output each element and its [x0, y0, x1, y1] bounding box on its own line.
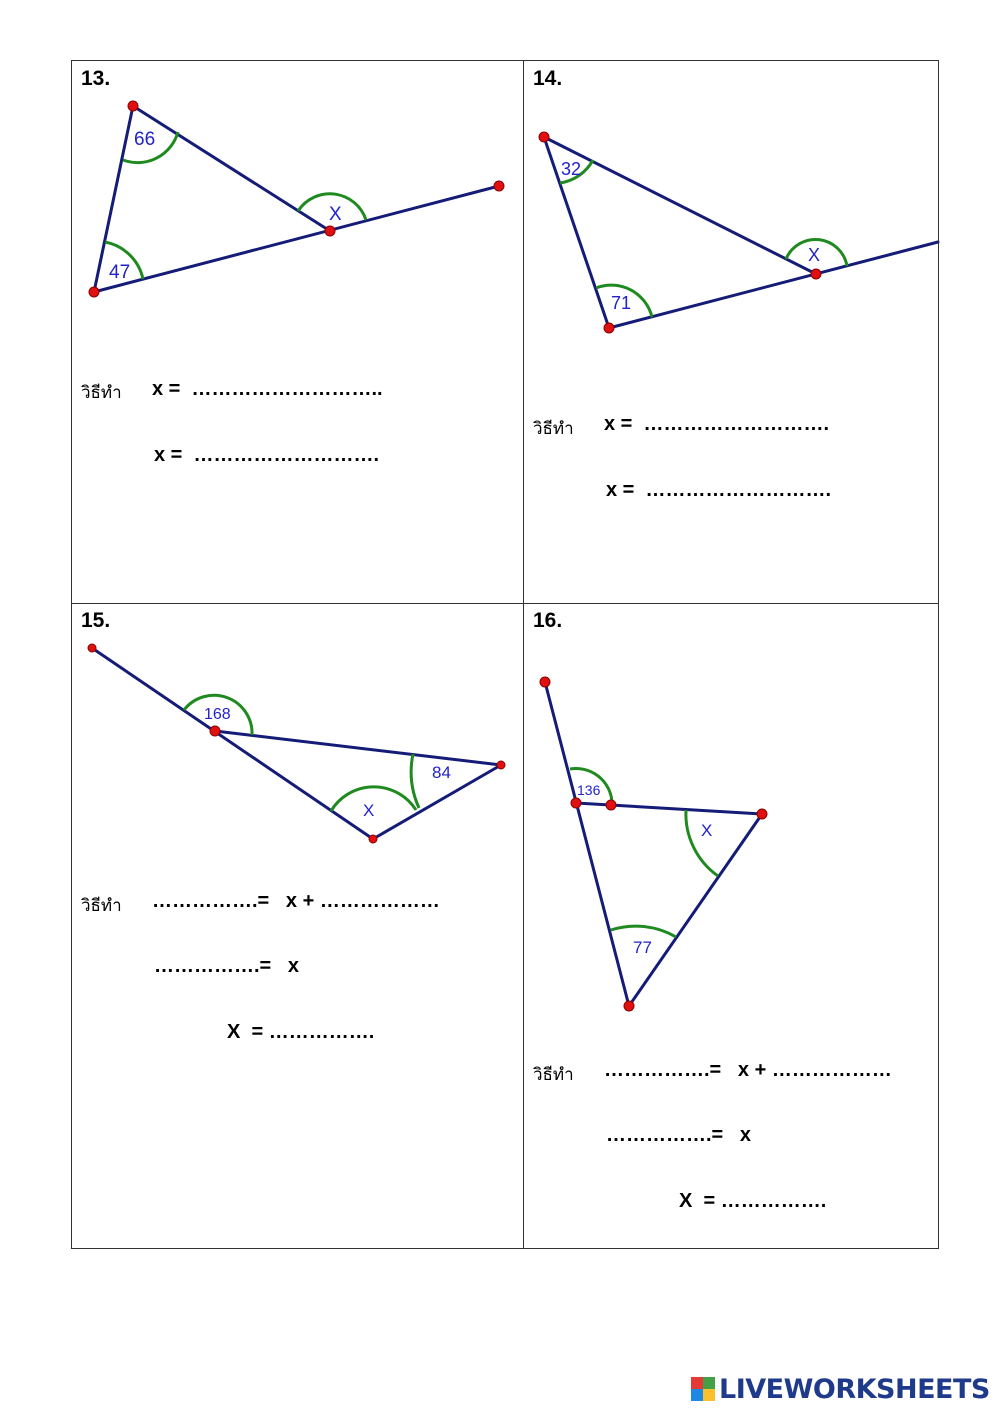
p16-side-top — [576, 803, 762, 814]
logo-mark-icon — [691, 1377, 715, 1401]
problem-15-answer-line-3[interactable]: X = ……………. — [227, 1021, 375, 1043]
problem-16-method-label: วิธีทำ — [533, 1065, 574, 1085]
problem-13-answer-line-2[interactable]: x = ………………………. — [154, 444, 380, 466]
p14-label-x: X — [808, 245, 821, 265]
p16-angle-x-arc — [686, 810, 718, 876]
p13-label-x: X — [329, 204, 342, 225]
liveworksheets-logo[interactable] — [691, 1372, 990, 1406]
logo-text: LIVEWORKSHEETS — [719, 1373, 990, 1405]
problem-16-number: 16. — [533, 609, 563, 632]
p16-label-136: 136 — [577, 782, 601, 798]
p16-side-right — [629, 814, 762, 1006]
problem-13-method-label: วิธีทำ — [81, 383, 122, 403]
problem-16-answer-line-1[interactable]: …………….= x + ……………… — [604, 1059, 892, 1081]
p16-label-x: X — [701, 821, 713, 840]
p14-label-32: 32 — [561, 159, 582, 179]
problem-14-number: 14. — [533, 67, 563, 90]
p16-point — [540, 677, 550, 687]
problem-15-answer-line-2[interactable]: …………….= x — [154, 955, 300, 977]
p16-point — [624, 1001, 634, 1011]
p15-label-x: X — [363, 801, 375, 820]
problem-16-answer-line-2[interactable]: …………….= x — [606, 1124, 752, 1146]
problem-15-method-label: วิธีทำ — [81, 896, 122, 916]
p16-side-long — [545, 682, 629, 1006]
p13-label-66: 66 — [134, 129, 156, 150]
problem-13-number: 13. — [81, 67, 111, 90]
p16-point — [606, 800, 616, 810]
p15-label-84: 84 — [432, 763, 451, 782]
p15-label-168: 168 — [204, 706, 231, 723]
problem-14-answer-line-2[interactable]: x = ………………………. — [606, 479, 832, 501]
problem-14-method-label: วิธีทำ — [533, 419, 574, 439]
problem-15-answer-line-1[interactable]: …………….= x + ……………… — [152, 890, 440, 912]
problem-14-answer-line-1[interactable]: x = ………………………. — [604, 413, 830, 435]
p14-label-71: 71 — [611, 293, 632, 313]
problem-16-answer-line-3[interactable]: X = ……………. — [679, 1190, 827, 1212]
p16-angle-77-arc — [611, 926, 676, 937]
p16-label-77: 77 — [633, 938, 652, 957]
p13-label-47: 47 — [109, 262, 131, 283]
problem-13-answer-line-1[interactable]: x = ……………………….. — [152, 378, 383, 400]
problem-15-number: 15. — [81, 609, 111, 632]
p16-point — [571, 798, 581, 808]
p16-point — [757, 809, 767, 819]
